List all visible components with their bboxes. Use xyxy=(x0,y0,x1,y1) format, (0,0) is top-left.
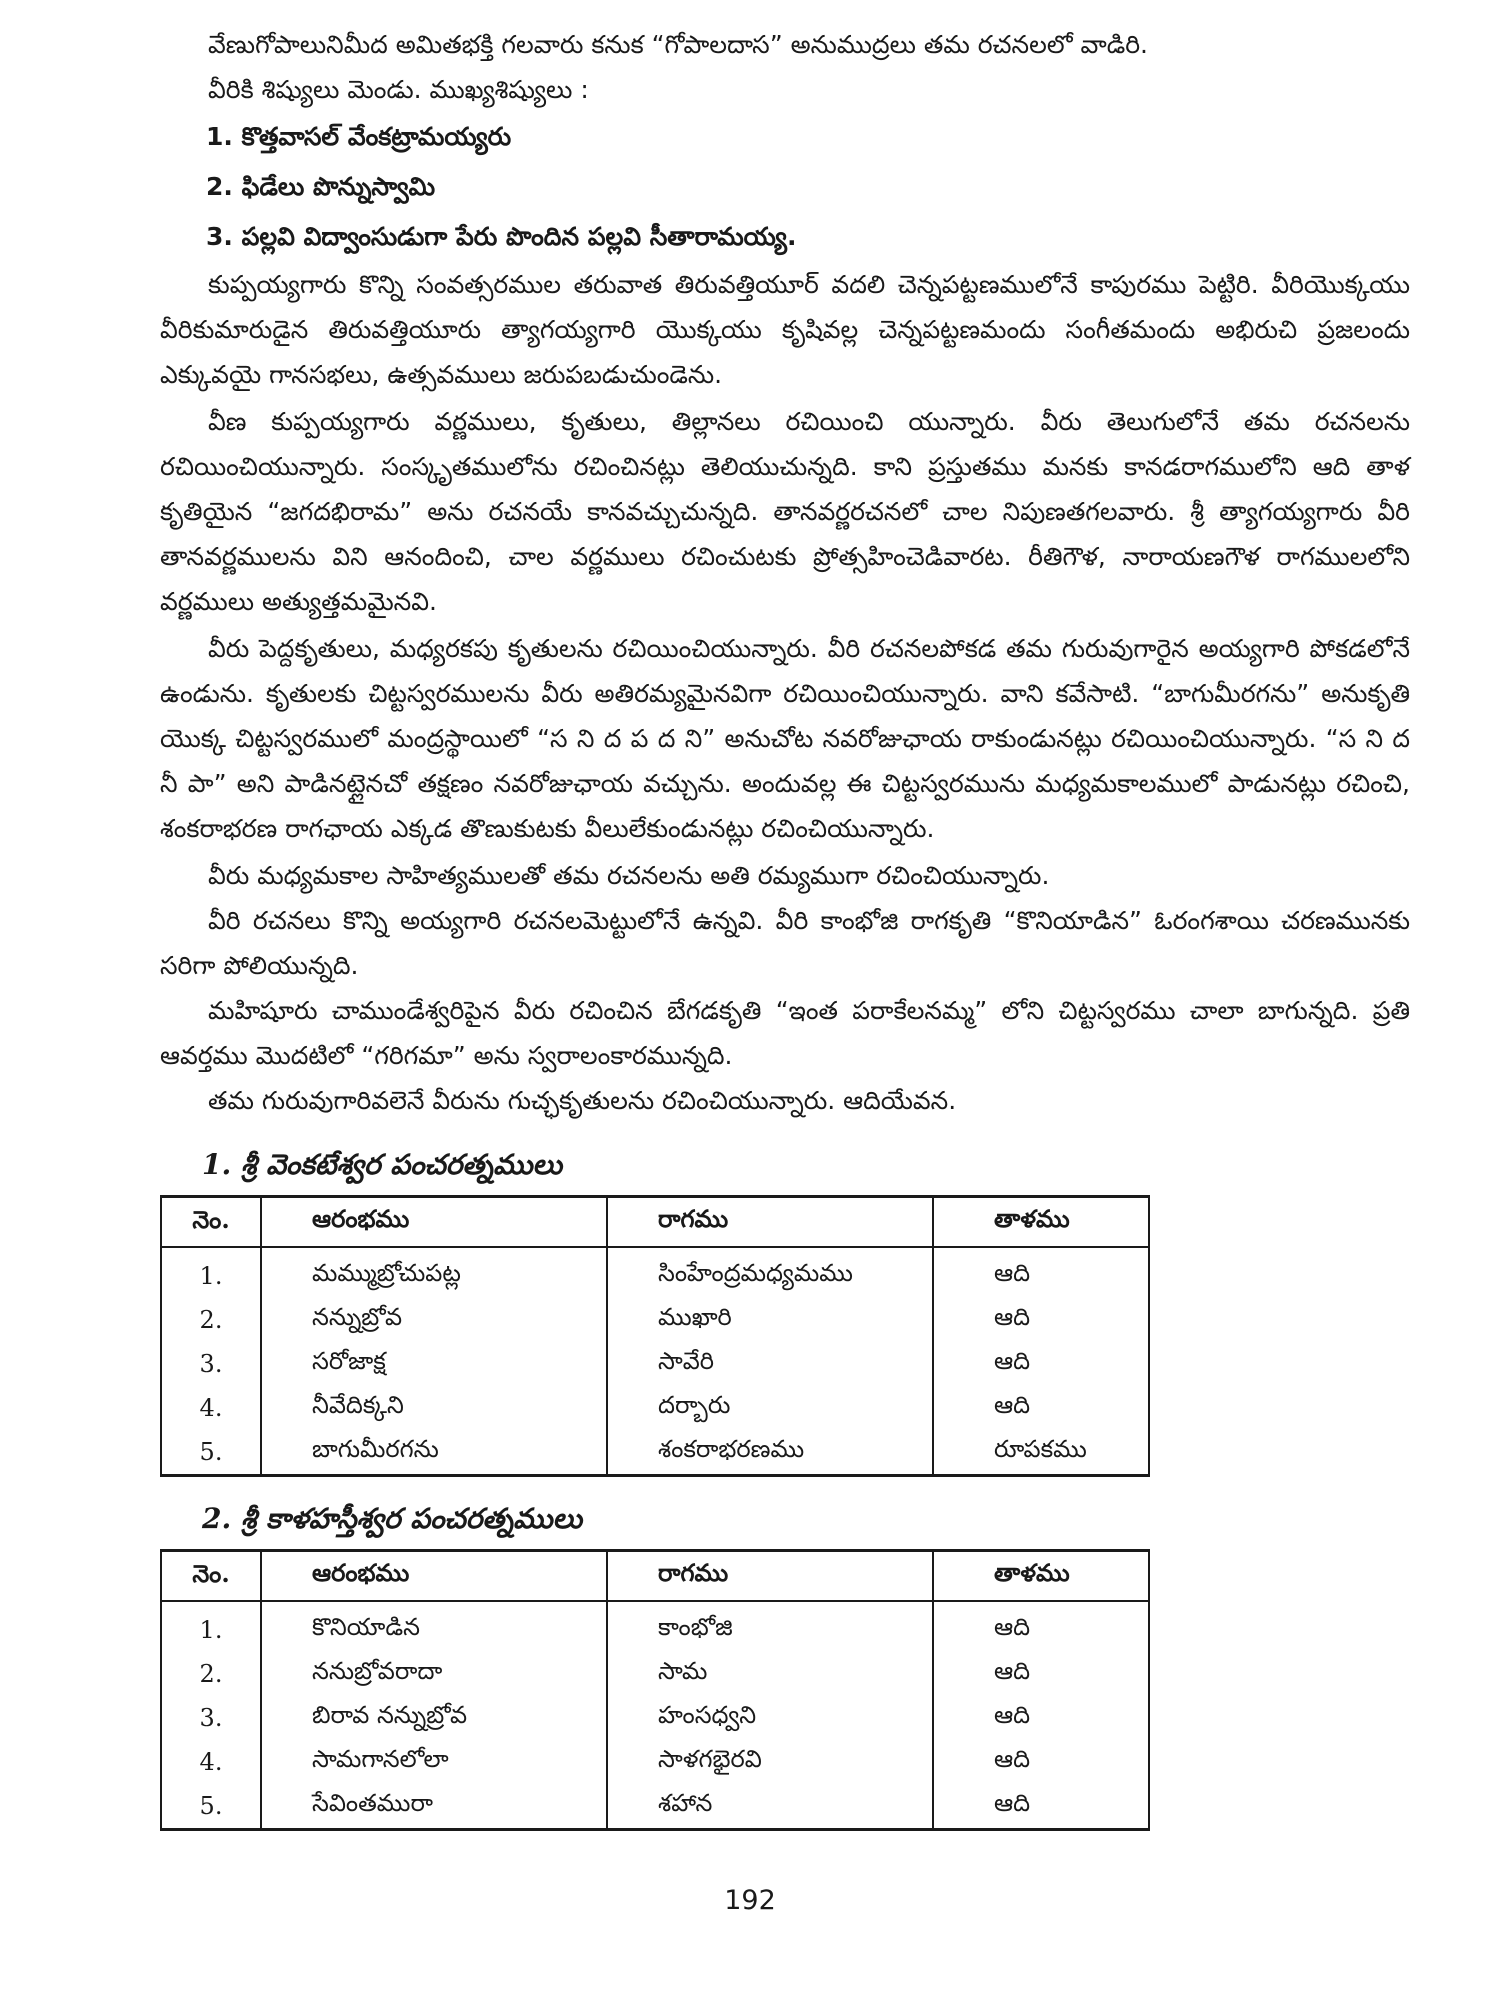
table-row xyxy=(161,1386,1149,1430)
cell-arambhamu: మమ్ముబ్రోచుపట్ల xyxy=(261,1247,607,1298)
cell-no: 4. xyxy=(161,1740,261,1784)
cell-no: 5. xyxy=(161,1784,261,1830)
cell-talamu: ఆది xyxy=(933,1247,1149,1298)
cell-arambhamu: సరోజాక్ష xyxy=(261,1342,607,1386)
cell-no: 5. xyxy=(161,1430,261,1476)
cell-ragamu: శంకరాభరణము xyxy=(607,1430,933,1476)
column-header-talamu: తాళము xyxy=(933,1551,1149,1602)
column-header-talamu: తాళము xyxy=(933,1197,1149,1248)
cell-arambhamu: బాగుమీరగను xyxy=(261,1430,607,1476)
section-title-text: శ్రీ కాళహస్తీశ్వర పంచరత్నములు xyxy=(240,1502,583,1535)
cell-ragamu: సాళగభైరవి xyxy=(607,1740,933,1784)
section-title xyxy=(202,1499,1410,1539)
table-row xyxy=(161,1784,1149,1830)
cell-talamu: ఆది xyxy=(933,1784,1149,1830)
cell-ragamu: శహాన xyxy=(607,1784,933,1830)
cell-arambhamu: నన్నుబ్రోవ xyxy=(261,1298,607,1342)
cell-talamu: ఆది xyxy=(933,1652,1149,1696)
krithi-table-venkateswara xyxy=(160,1195,1150,1477)
disciples-list xyxy=(160,112,1410,262)
cell-arambhamu: సేవింతమురా xyxy=(261,1784,607,1830)
column-header-no: నెం. xyxy=(161,1197,261,1248)
cell-talamu: ఆది xyxy=(933,1386,1149,1430)
cell-arambhamu: సామగానలోలా xyxy=(261,1740,607,1784)
column-header-no: నెం. xyxy=(161,1551,261,1602)
section-number: 1. xyxy=(202,1148,232,1181)
cell-arambhamu: ననుబ్రోవరాదా xyxy=(261,1652,607,1696)
cell-arambhamu: బిరావ నన్నుబ్రోవ xyxy=(261,1696,607,1740)
cell-no: 1. xyxy=(161,1247,261,1298)
body-paragraph: వీరు పెద్దకృతులు, మధ్యరకపు కృతులను రచియించియున్నారు. వీరి రచనలపోకడ తమ గురువుగారైన అయ్యగారి పోకడలోనే ఉండును. కృతులకు చిట్టస్వరములను వీరు అతిరమ్యమైనవిగా రచియించియున్నారు. వాని కవేసాటి. “బాగుమీరగను” అనుకృతి యొక్క చిట్టస్వరములో మంద్రస్థాయిలో “స ని ద ప ద ని” అనుచోట నవరోజుఛాయ రాకుండునట్లు రచియించియున్నారు. “స ని ద నీ పా” అని పాడినట్లైనచో తక్షణం నవరోజుఛాయ వచ్చును. అందువల్ల ఈ చిట్టస్వరమును మధ్యమకాలములో పాడునట్లు రచించి, శంకరాభరణ రాగఛాయ ఎక్కడ తొణుకుటకు వీలులేకుండునట్లు రచించియున్నారు. xyxy=(160,634,1410,843)
body-paragraph: వీరి రచనలు కొన్ని అయ్యగారి రచనలమెట్టులోనే ఉన్నవి. వీరి కాంభోజి రాగకృతి “కొనియాడిన” ఓరంగశాయి చరణమునకు సరిగా పోలియున్నది. xyxy=(160,906,1410,980)
column-header-ragamu: రాగము xyxy=(607,1551,933,1602)
list-item: 3. పల్లవి విద్వాంసుడుగా పేరు పొందిన పల్లవి సీతారామయ్య. xyxy=(206,222,797,251)
cell-no: 4. xyxy=(161,1386,261,1430)
table-row xyxy=(161,1342,1149,1386)
cell-talamu: ఆది xyxy=(933,1298,1149,1342)
column-header-arambhamu: ఆరంభము xyxy=(261,1551,607,1602)
cell-ragamu: కాంభోజి xyxy=(607,1601,933,1652)
section-title xyxy=(202,1145,1410,1185)
column-header-ragamu: రాగము xyxy=(607,1197,933,1248)
table-row xyxy=(161,1696,1149,1740)
cell-arambhamu: కొనియాడిన xyxy=(261,1601,607,1652)
list-item: 1. కొత్తవాసల్ వేంకట్రామయ్యరు xyxy=(206,122,512,151)
column-header-arambhamu: ఆరంభము xyxy=(261,1197,607,1248)
cell-ragamu: సామ xyxy=(607,1652,933,1696)
cell-arambhamu: నీవేదిక్కని xyxy=(261,1386,607,1430)
section-number: 2. xyxy=(202,1502,232,1535)
cell-talamu: ఆది xyxy=(933,1342,1149,1386)
cell-talamu: ఆది xyxy=(933,1696,1149,1740)
cell-talamu: ఆది xyxy=(933,1740,1149,1784)
cell-no: 2. xyxy=(161,1298,261,1342)
cell-talamu: రూపకము xyxy=(933,1430,1149,1476)
table-row xyxy=(161,1247,1149,1298)
cell-no: 3. xyxy=(161,1342,261,1386)
table-row xyxy=(161,1601,1149,1652)
cell-ragamu: సింహేంద్రమధ్యమము xyxy=(607,1247,933,1298)
cell-ragamu: హంసధ్వని xyxy=(607,1696,933,1740)
table-row xyxy=(161,1740,1149,1784)
body-paragraph: కుప్పయ్యగారు కొన్ని సంవత్సరముల తరువాత తిరువత్తియూర్ వదలి చెన్నపట్టణములోనే కాపురము పెట్టిరి. వీరియొక్కయు వీరికుమారుడైన తిరువత్తియూరు త్యాగయ్యగారి యొక్కయు కృషివల్ల చెన్నపట్టణమందు సంగీతమందు అభిరుచి ప్రజలందు ఎక్కువయై గానసభలు, ఉత్సవములు జరుపబడుచుండెను. xyxy=(160,270,1410,389)
disciples-intro: వీరికి శిష్యులు మెండు. ముఖ్యశిష్యులు : xyxy=(208,75,589,104)
body-paragraph: వీరు మధ్యమకాల సాహిత్యములతో తమ రచనలను అతి రమ్యముగా రచించియున్నారు. xyxy=(208,861,1050,890)
table-row xyxy=(161,1298,1149,1342)
page-number: 192 xyxy=(724,1885,776,1916)
intro-paragraph: వేణుగోపాలునిమీద అమితభక్తి గలవారు కనుక “గోపాలదాస” అనుముద్రలు తమ రచనలలో వాడిరి. xyxy=(208,30,1148,59)
body-paragraph: వీణ కుప్పయ్యగారు వర్ణములు, కృతులు, తిల్లానలు రచియించి యున్నారు. వీరు తెలుగులోనే తమ రచనలను రచియించియున్నారు. సంస్కృతములోను రచించినట్లు తెలియుచున్నది. కాని ప్రస్తుతము మనకు కానడరాగములోని ఆది తాళ కృతియైన “జగదభిరామ” అను రచనయే కానవచ్చుచున్నది. తానవర్ణరచనలో చాల నిపుణతగలవారు. శ్రీ త్యాగయ్యగారు వీరి తానవర్ణములను విని ఆనందించి, చాల వర్ణములు రచించుటకు ప్రోత్సహించెడివారట. రీతిగౌళ, నారాయణగౌళ రాగములలోని వర్ణములు అత్యుత్తమమైనవి. xyxy=(160,407,1410,616)
krithi-table-kalahasteeswara xyxy=(160,1549,1150,1831)
cell-no: 3. xyxy=(161,1696,261,1740)
table-row xyxy=(161,1430,1149,1476)
cell-no: 1. xyxy=(161,1601,261,1652)
cell-ragamu: సావేరి xyxy=(607,1342,933,1386)
cell-ragamu: ముఖారి xyxy=(607,1298,933,1342)
cell-no: 2. xyxy=(161,1652,261,1696)
body-paragraph: మహిషూరు చాముండేశ్వరిపైన వీరు రచించిన బేగడకృతి “ఇంత పరాకేలనమ్మ” లోని చిట్టస్వరము చాలా బాగున్నది. ప్రతి ఆవర్తము మొదటిలో “గరిగమా” అను స్వరాలంకారమున్నది. xyxy=(160,996,1410,1070)
cell-ragamu: దర్బారు xyxy=(607,1386,933,1430)
table-header-row xyxy=(161,1551,1149,1602)
table-header-row xyxy=(161,1197,1149,1248)
section-title-text: శ్రీ వెంకటేశ్వర పంచరత్నములు xyxy=(240,1148,563,1181)
list-item: 2. ఫిడేలు పొన్నుస్వామి xyxy=(206,172,436,201)
table-row xyxy=(161,1652,1149,1696)
body-paragraph: తమ గురువుగారివలెనే వీరును గుచ్ఛకృతులను రచించియున్నారు. ఆదియేవన. xyxy=(208,1086,957,1115)
cell-talamu: ఆది xyxy=(933,1601,1149,1652)
document-page xyxy=(160,22,1410,1831)
